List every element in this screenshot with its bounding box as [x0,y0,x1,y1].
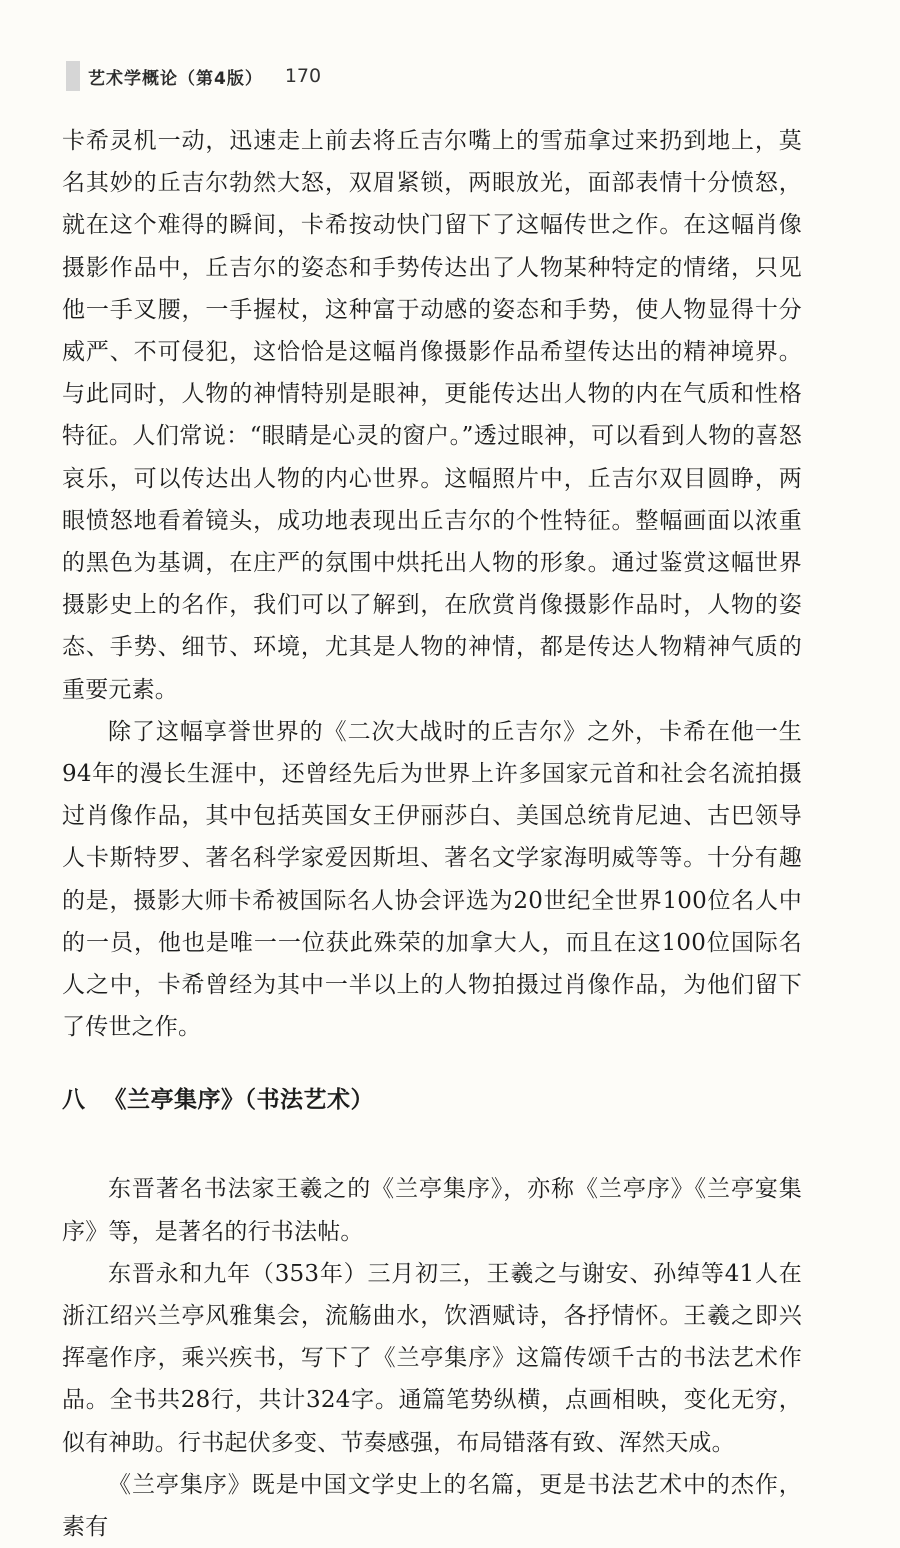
body-paragraph-2: 除了这幅享誉世界的《二次大战时的丘吉尔》之外，卡希在他一生94年的漫长生涯中，还曾经先后为世界上许多国家元首和社会名流拍摄过肖像作品，其中包括英国女王伊丽莎白、美国总统肯尼迪、古巴领导人卡斯特罗、著名科学家爱因斯坦、著名文学家海明威等等。十分有趣的是，摄影大师卡希被国际名人协会评选为20世纪全世界100位名人中的一员，他也是唯一一位获此殊荣的加拿大人，而且在这100位国际名人之中，卡希曾经为其中一半以上的人物拍摄过肖像作品，为他们留下了传世之作。 [62,718,802,1041]
section-title: 《兰亭集序》（书法艺术） [103,1087,374,1114]
section-paragraph-1: 东晋著名书法家王羲之的《兰亭集序》，亦称《兰亭序》《兰亭宴集序》等，是著名的行书法帖。 [62,1176,802,1245]
section-heading [62,1078,802,1122]
body-paragraph-1: 卡希灵机一动，迅速走上前去将丘吉尔嘴上的雪茄拿过来扔到地上，莫名其妙的丘吉尔勃然大怒，双眉紧锁，两眼放光，面部表情十分愤怒，就在这个难得的瞬间，卡希按动快门留下了这幅传世之作。在这幅肖像摄影作品中，丘吉尔的姿态和手势传达出了人物某种特定的情绪，只见他一手叉腰，一手握杖，这种富于动感的姿态和手势，使人物显得十分威严、不可侵犯，这恰恰是这幅肖像摄影作品希望传达出的精神境界。与此同时，人物的神情特别是眼神，更能传达出人物的内在气质和性格特征。人们常说：“眼睛是心灵的窗户。”透过眼神，可以看到人物的喜怒哀乐，可以传达出人物的内心世界。这幅照片中，丘吉尔双目圆睁，两眼愤怒地看着镜头，成功地表现出丘吉尔的个性特征。整幅画面以浓重的黑色为基调，在庄严的氛围中烘托出人物的形象。通过鉴赏这幅世界摄影史上的名作，我们可以了解到，在欣赏肖像摄影作品时，人物的姿态、手势、细节、环境，尤其是人物的神情，都是传达人物精神气质的重要元素。 [62,128,802,703]
page-number: 170 [284,65,322,87]
book-title: 艺术学概论（第4版） [88,68,263,89]
section-number: 八 [62,1087,86,1114]
section-paragraph-2: 东晋永和九年（353年）三月初三，王羲之与谢安、孙绰等41人在浙江绍兴兰亭风雅集会，流觞曲水，饮酒赋诗，各抒情怀。王羲之即兴挥毫作序，乘兴疾书，写下了《兰亭集序》这篇传颂千古的书法艺术作品。全书共28行，共计324字。通篇笔势纵横，点画相映，变化无穷，似有神助。行书起伏多变、节奏感强，布局错落有致、浑然天成。 [62,1260,802,1456]
heading-spacer [62,1122,802,1168]
running-header [66,58,321,94]
section-paragraph-3: 《兰亭集序》既是中国文学史上的名篇，更是书法艺术中的杰作，素有 [62,1471,802,1541]
page-body [62,120,802,1548]
header-decoration-bar [66,61,80,91]
